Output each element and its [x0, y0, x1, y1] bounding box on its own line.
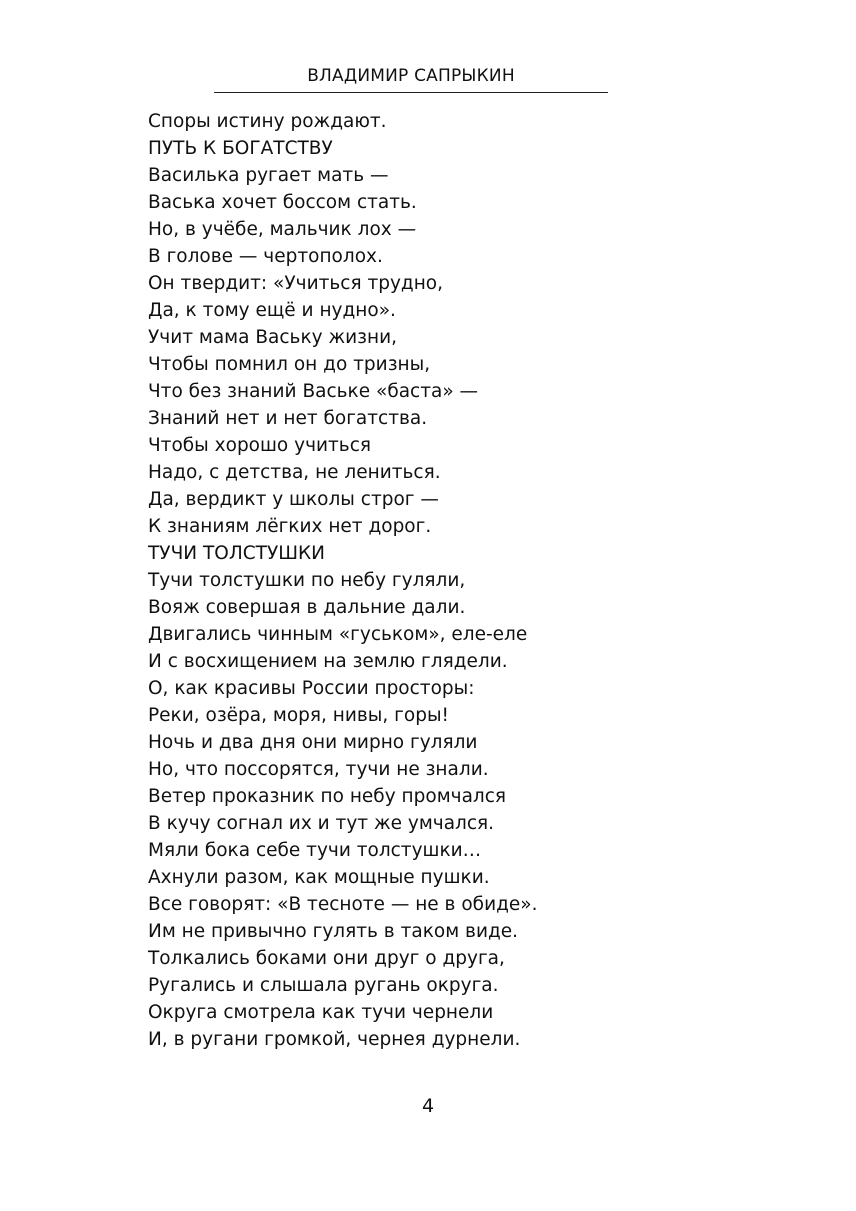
text-line: Тучи толстушки по небу гуляли,: [148, 570, 466, 591]
text-line: И, в ругани громкой, чернея дурнели.: [148, 1029, 521, 1050]
text-line: Василька ругает мать —: [148, 165, 389, 186]
text-line: В кучу согнал их и тут же умчался.: [148, 813, 495, 834]
text-line: Знаний нет и нет богатства.: [148, 408, 428, 429]
text-line: Васька хочет боссом стать.: [148, 192, 417, 213]
text-line: Двигались чинным «гуськом», еле-еле: [148, 624, 528, 645]
text-line: Споры истину рождают.: [148, 111, 387, 132]
text-line: Ветер проказник по небу промчался: [148, 786, 507, 807]
text-line: Ругались и слышала ругань округа.: [148, 975, 499, 996]
text-line: О, как красивы России просторы:: [148, 678, 475, 699]
text-line: Мяли бока себе тучи толстушки…: [148, 840, 482, 861]
running-head-author: ВЛАДИМИР САПРЫКИН: [214, 64, 608, 93]
text-line: И с восхищением на землю глядели.: [148, 651, 508, 672]
text-line: Округа смотрела как тучи чернели: [148, 1002, 494, 1023]
text-line: Вояж совершая в дальние дали.: [148, 597, 466, 618]
text-line: В голове — чертополох.: [148, 246, 383, 267]
text-line: Надо, с детства, не лениться.: [148, 462, 441, 483]
page-number: 4: [421, 1095, 435, 1117]
text-line: Реки, озёра, моря, нивы, горы!: [148, 705, 449, 726]
poem-text: [148, 108, 668, 1053]
text-line: Но, в учёбе, мальчик лох —: [148, 219, 417, 240]
text-line: Им не привычно гулять в таком виде.: [148, 921, 519, 942]
text-line: ПУТЬ К БОГАТСТВУ: [148, 138, 333, 159]
text-line: Что без знаний Ваське «баста» —: [148, 381, 479, 402]
text-line: Учит мама Ваську жизни,: [148, 327, 397, 348]
text-line: К знаниям лёгких нет дорог.: [148, 516, 432, 537]
text-line: Чтобы помнил он до тризны,: [148, 354, 431, 375]
text-line: Но, что поссорятся, тучи не знали.: [148, 759, 489, 780]
text-line: Да, к тому ещё и нудно».: [148, 300, 396, 321]
text-line: Ахнули разом, как мощные пушки.: [148, 867, 490, 888]
text-line: ТУЧИ ТОЛСТУШКИ: [148, 543, 325, 564]
text-line: Толкались боками они друг о друга,: [148, 948, 505, 969]
text-line: Все говорят: «В тесноте — не в обиде».: [148, 894, 538, 915]
text-line: Да, вердикт у школы строг —: [148, 489, 439, 510]
text-line: Он твердит: «Учиться трудно,: [148, 273, 444, 294]
text-line: Ночь и два дня они мирно гуляли: [148, 732, 478, 753]
text-line: Чтобы хорошо учиться: [148, 435, 372, 456]
